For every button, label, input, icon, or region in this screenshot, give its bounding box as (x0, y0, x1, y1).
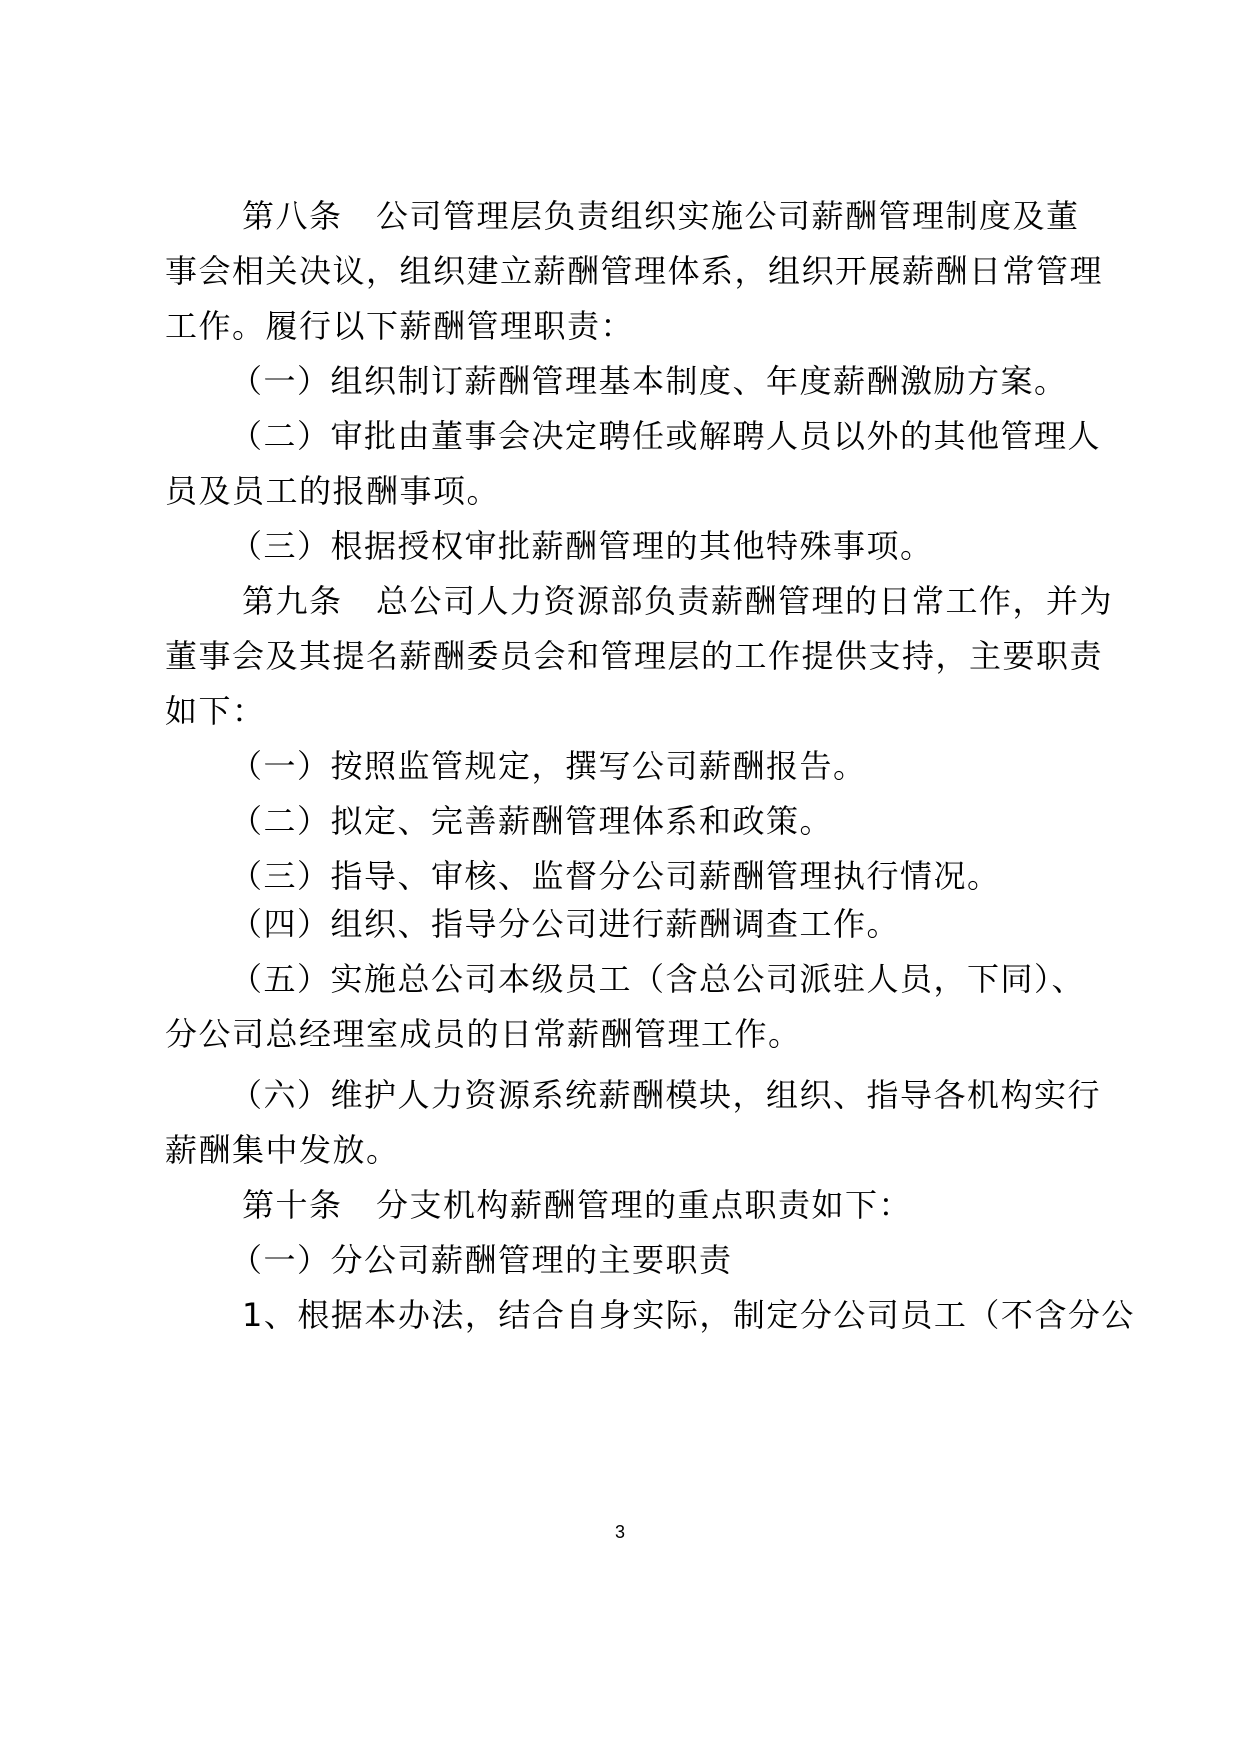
article-9-item-6-line-1: （六）维护人力资源系统薪酬模块，组织、指导各机构实行 (230, 1076, 1102, 1114)
article-9-item-6-line-2: 薪酬集中发放。 (165, 1131, 400, 1169)
article-8-item-2-line-1: （二）审批由董事会决定聘任或解聘人员以外的其他管理人 (230, 417, 1102, 455)
article-8-item-1: （一）组织制订薪酬管理基本制度、年度薪酬激励方案。 (230, 362, 1068, 400)
article-9-item-2: （二）拟定、完善薪酬管理体系和政策。 (230, 802, 834, 840)
article-9-line-2: 董事会及其提名薪酬委员会和管理层的工作提供支持，主要职责 (165, 637, 1104, 675)
article-8-item-3: （三）根据授权审批薪酬管理的其他特殊事项。 (230, 527, 934, 565)
article-9-item-5-line-1: （五）实施总公司本级员工（含总公司派驻人员，下同）、 (230, 960, 1086, 998)
article-9-line-3: 如下： (165, 692, 266, 730)
article-10-item-1-heading: （一）分公司薪酬管理的主要职责 (230, 1241, 733, 1279)
article-9-item-4: （四）组织、指导分公司进行薪酬调查工作。 (230, 905, 901, 943)
article-9-item-1: （一）按照监管规定，撰写公司薪酬报告。 (230, 747, 867, 785)
article-10-item-1-clause-1: 1、根据本办法，结合自身实际，制定分公司员工（不含分公 (242, 1296, 1135, 1334)
article-8-item-2-line-2: 员及员工的报酬事项。 (165, 472, 501, 510)
article-9-line-1: 第九条 总公司人力资源部负责薪酬管理的日常工作，并为 (242, 582, 1114, 620)
article-8-line-3: 工作。履行以下薪酬管理职责： (165, 307, 635, 345)
article-8-line-1: 第八条 公司管理层负责组织实施公司薪酬管理制度及董 (242, 197, 1080, 235)
article-10-line-1: 第十条 分支机构薪酬管理的重点职责如下： (242, 1186, 913, 1224)
article-8-line-2: 事会相关决议，组织建立薪酬管理体系，组织开展薪酬日常管理 (165, 252, 1104, 290)
article-9-item-5-line-2: 分公司总经理室成员的日常薪酬管理工作。 (165, 1015, 802, 1053)
article-9-item-3: （三）指导、审核、监督分公司薪酬管理执行情况。 (230, 857, 1001, 895)
page-number: 3 (614, 1522, 625, 1542)
